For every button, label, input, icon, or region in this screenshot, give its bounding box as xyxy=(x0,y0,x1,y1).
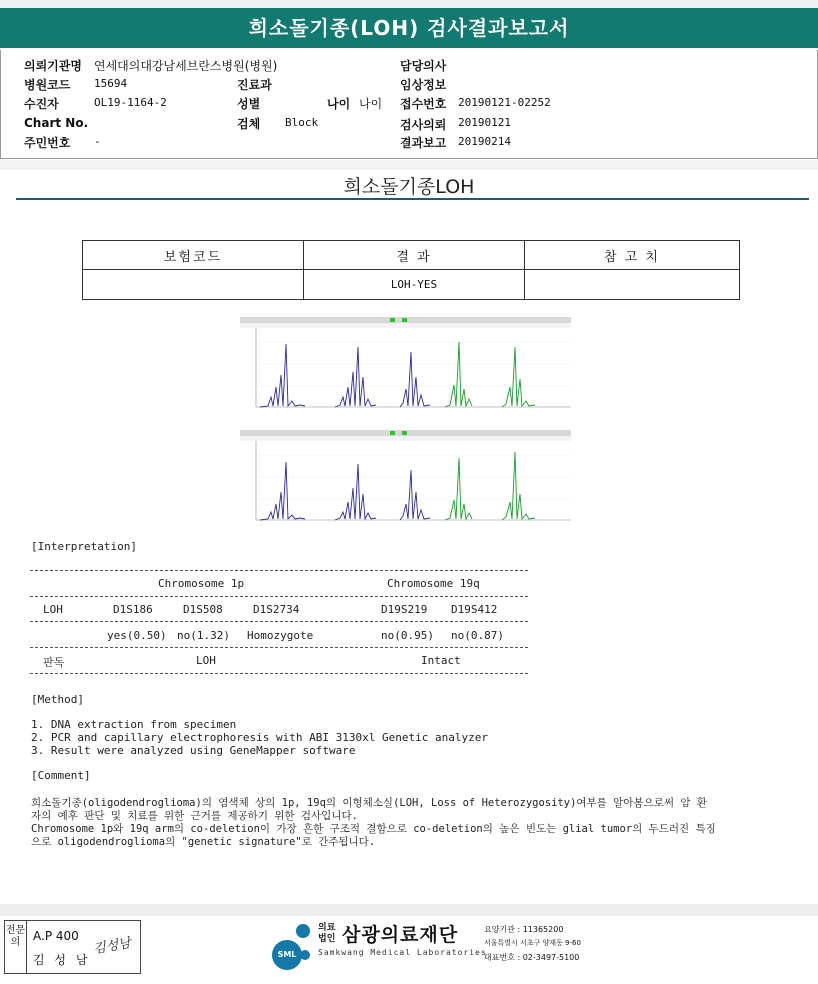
chromosome-1p-header: Chromosome 1p xyxy=(158,577,245,590)
insurance-code-cell xyxy=(83,270,304,300)
chart-no-label: Chart No. xyxy=(24,116,89,130)
electropherogram-top xyxy=(240,317,571,409)
dept-label: 진료과 xyxy=(237,78,272,92)
method-step: 1. DNA extraction from specimen xyxy=(31,718,237,731)
divider xyxy=(30,647,528,648)
insurance-code-header: 보험코드 xyxy=(83,241,304,270)
organization-phone: 대표번호 : 02-3497-5100 xyxy=(484,953,580,962)
divider xyxy=(30,673,528,674)
signature-image: 김성남 xyxy=(92,935,133,958)
specialist-label: 전문의 xyxy=(5,921,27,973)
result-table-header xyxy=(83,241,740,270)
result-table xyxy=(82,240,740,300)
result-d19s219: no(0.95) xyxy=(381,629,434,642)
specimen-label: 검체 xyxy=(237,117,261,131)
reference-cell xyxy=(525,270,740,300)
request-date-label: 검사의뢰 xyxy=(400,118,447,132)
section-rule xyxy=(16,198,809,200)
org-tag-line: 의료 xyxy=(318,923,336,933)
age-label: 나이 xyxy=(327,97,351,111)
marker-d1s508: D1S508 xyxy=(183,603,223,616)
doctor-label: 담당의사 xyxy=(400,59,447,73)
result-d1s2734: Homozygote xyxy=(247,629,314,642)
electropherogram-bottom xyxy=(240,430,571,522)
age-value: 나이 xyxy=(359,97,383,111)
divider xyxy=(30,596,528,597)
comment-line: Chromosome 1p와 19q arm의 co-deletion이 가장 흔한 구조적 결함으로 co-deletion의 높은 빈도는 glial tumor의 두드러진 특징 xyxy=(31,823,716,835)
sex-label: 성별 xyxy=(237,97,261,111)
comment-line: 희소돌기종(oligodendroglioma)의 염색체 상의 1p, 19q의 이형체소실(LOH, Loss of Heterozygosity)여부를 알아봄으로써 암 환 xyxy=(31,797,707,809)
organization-address: 서울특별시 서초구 양재동 9-60 xyxy=(484,939,581,947)
organization-english-name: Samkwang Medical Laboratories xyxy=(318,948,487,957)
comment-heading: [Comment] xyxy=(31,769,91,782)
organization-name: 삼광의료재단 xyxy=(342,924,459,946)
institution-label: 의뢰기관명 xyxy=(24,59,82,73)
result-cell: LOH-YES xyxy=(304,270,525,300)
table-row xyxy=(83,270,740,300)
pathologist-name: 김 성 남 xyxy=(33,953,91,967)
interpretation-heading: [Interpretation] xyxy=(31,540,137,553)
marker-d19s219: D19S219 xyxy=(381,603,428,616)
logo-dot xyxy=(296,924,310,938)
reference-header: 참 고 치 xyxy=(525,241,740,270)
institution-value: 연세대의대강남세브란스병원(병원) xyxy=(94,59,278,73)
sml-logo-icon: SML xyxy=(272,940,302,970)
receiver-value: OL19-1164-2 xyxy=(94,96,167,109)
accession-value: 20190121-02252 xyxy=(458,96,551,109)
accession-label: 접수번호 xyxy=(400,97,447,111)
loh-row-label: LOH xyxy=(43,603,63,616)
clinical-info-label: 임상정보 xyxy=(400,78,447,92)
judgement-1p: LOH xyxy=(196,654,216,667)
comment-line: 자의 예후 판단 및 치료를 위한 근거를 제공하기 위한 검사입니다. xyxy=(31,810,358,822)
org-tag xyxy=(318,923,335,945)
care-institution-number: 요양기관 : 11365200 xyxy=(484,925,564,934)
result-d1s186: yes(0.50) xyxy=(107,629,167,642)
footer-band xyxy=(0,904,818,916)
method-heading: [Method] xyxy=(31,693,84,706)
divider xyxy=(30,570,528,571)
comment-line: 으로 oligodendroglioma의 "genetic signature"로 간주됩니다. xyxy=(31,836,376,848)
section-divider xyxy=(0,160,818,170)
ap-number: A.P 400 xyxy=(33,929,79,943)
result-d1s508: no(1.32) xyxy=(177,629,230,642)
result-header: 결 과 xyxy=(304,241,525,270)
chromosome-19q-header: Chromosome 19q xyxy=(387,577,480,590)
report-date-label: 결과보고 xyxy=(400,136,447,150)
judgement-label: 판독 xyxy=(43,656,65,669)
judgement-19q: Intact xyxy=(421,654,461,667)
org-tag-line: 법인 xyxy=(318,934,336,944)
divider xyxy=(30,621,528,622)
marker-d1s2734: D1S2734 xyxy=(253,603,300,616)
top-strip xyxy=(0,0,818,8)
report-title: 희소돌기종(LOH) 검사결과보고서 xyxy=(0,8,818,48)
report-date-value: 20190214 xyxy=(458,135,511,148)
method-step: 2. PCR and capillary electrophoresis with ABI 3130xl Genetic analyzer xyxy=(31,731,488,744)
resident-no-label: 주민번호 xyxy=(24,136,71,150)
hospital-code-value: 15694 xyxy=(94,77,128,90)
signature-box xyxy=(4,920,141,974)
resident-no-value: - xyxy=(94,135,101,148)
specimen-value: Block xyxy=(285,116,319,129)
request-date-value: 20190121 xyxy=(458,116,511,129)
marker-d1s186: D1S186 xyxy=(113,603,153,616)
method-step: 3. Result were analyzed using GeneMapper software xyxy=(31,744,356,757)
receiver-label: 수진자 xyxy=(24,97,59,111)
marker-d19s412: D19S412 xyxy=(451,603,498,616)
result-d19s412: no(0.87) xyxy=(451,629,504,642)
section-title: 희소돌기종LOH xyxy=(343,176,475,198)
hospital-code-label: 병원코드 xyxy=(24,78,71,92)
